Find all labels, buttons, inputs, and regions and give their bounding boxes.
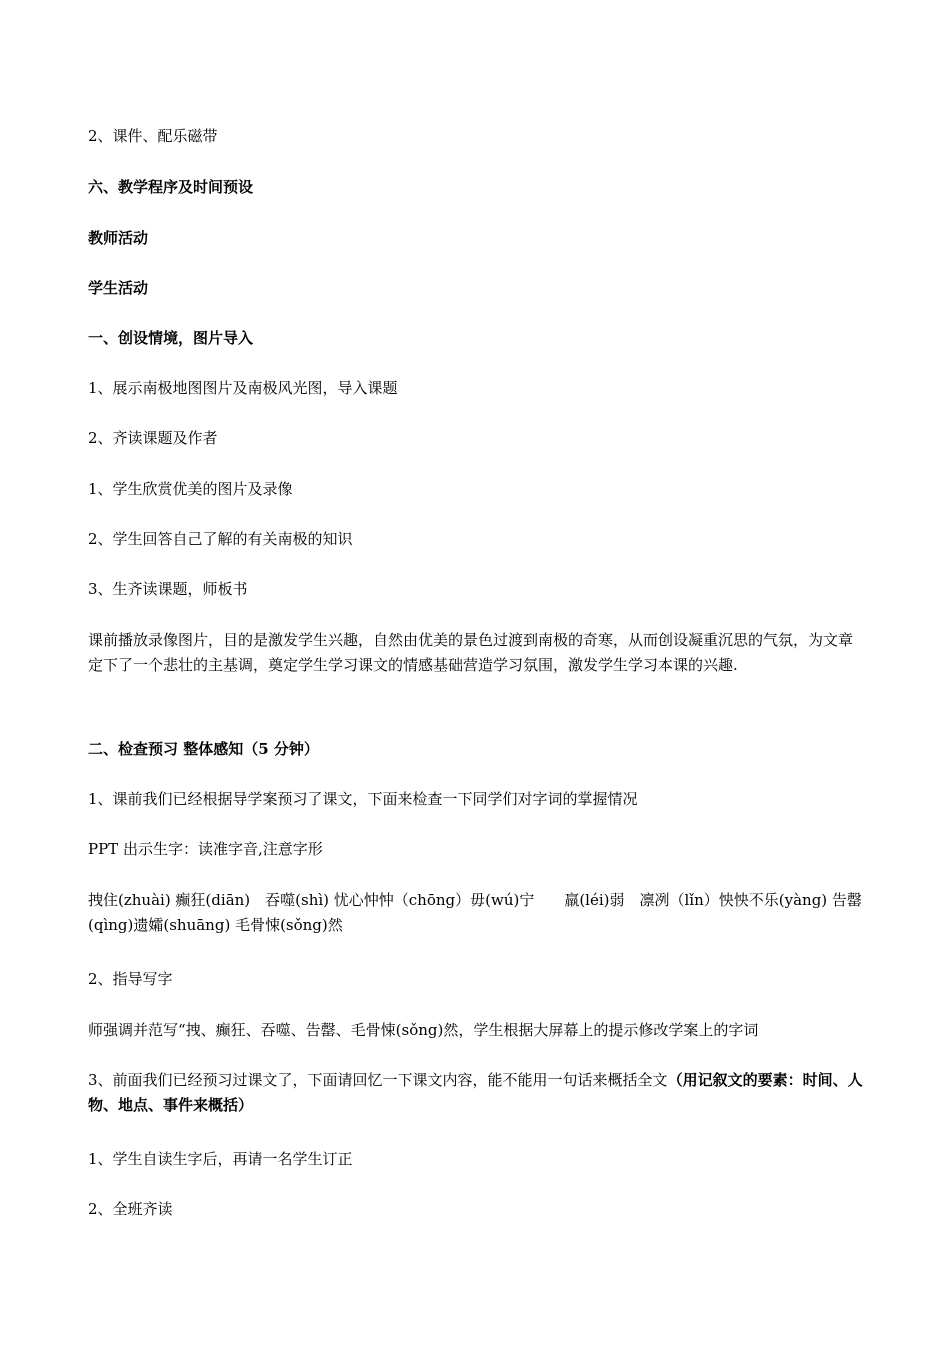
- student-step-2-item-2: 2、全班齐读: [88, 1200, 173, 1218]
- teacher-step-2-item-3: [88, 1068, 864, 1118]
- student-step-1-item-1: 1、学生欣赏优美的图片及录像: [88, 480, 293, 498]
- materials-item-2: 2、课件、配乐磁带: [88, 127, 218, 145]
- step-heading-2: 二、检查预习 整体感知（5 分钟）: [88, 740, 319, 758]
- teacher-step-1-item-1: 1、展示南极地图图片及南极风光图，导入课题: [88, 379, 398, 397]
- student-step-1-item-2: 2、学生回答自己了解的有关南极的知识: [88, 530, 353, 548]
- design-intent-paragraph: 课前播放录像图片，目的是激发学生兴趣，自然由优美的景色过渡到南极的奇寒，从而创设凝重沉思的气氛，为文章定下了一个悲壮的主基调，奠定学生学习课文的情感基础营造学习氛围，激发学生学习本课的兴趣.: [88, 631, 854, 674]
- teacher-step-1-item-2: 2、齐读课题及作者: [88, 429, 218, 447]
- teacher-step-2-item-1: 1、课前我们已经根据导学案预习了课文，下面来检查一下同学们对字词的掌握情况: [88, 790, 638, 808]
- student-step-2-item-1: 1、学生自读生字后，再请一名学生订正: [88, 1150, 353, 1168]
- column-heading-teacher: 教师活动: [88, 229, 149, 247]
- step-heading-1: 一、创设情境，图片导入: [88, 329, 254, 347]
- question-text: 3、前面我们已经预习过课文了，下面请回忆一下课文内容，能不能用一句话来概括全文: [88, 1071, 668, 1089]
- section-heading-6: 六、教学程序及时间预设: [88, 178, 254, 196]
- question-hint: （用记叙文的要素：时间、人物、地点、事件来概括）: [88, 1071, 863, 1114]
- writing-guidance: 师强调并范写“拽、癫狂、吞噬、告罄、毛骨悚(sǒng)然，学生根据大屏幕上的提示修改学案上的字词: [88, 1021, 759, 1039]
- student-step-1-item-3: 3、生齐读课题，师板书: [88, 580, 248, 598]
- teacher-step-2-item-2: 2、指导写字: [88, 970, 173, 988]
- vocabulary-list: 拽住(zhuài) 癫狂(diān) 吞噬(shì) 忧心忡忡（chōng）毋(wú)宁 羸(léi)弱 凛冽（lǐn）怏怏不乐(yàng) 告罄(qìng)遗孀(shuāng) 毛骨悚(sǒng)然: [88, 891, 862, 934]
- ppt-instruction: PPT 出示生字：读准字音,注意字形: [88, 840, 323, 858]
- column-heading-student: 学生活动: [88, 279, 149, 297]
